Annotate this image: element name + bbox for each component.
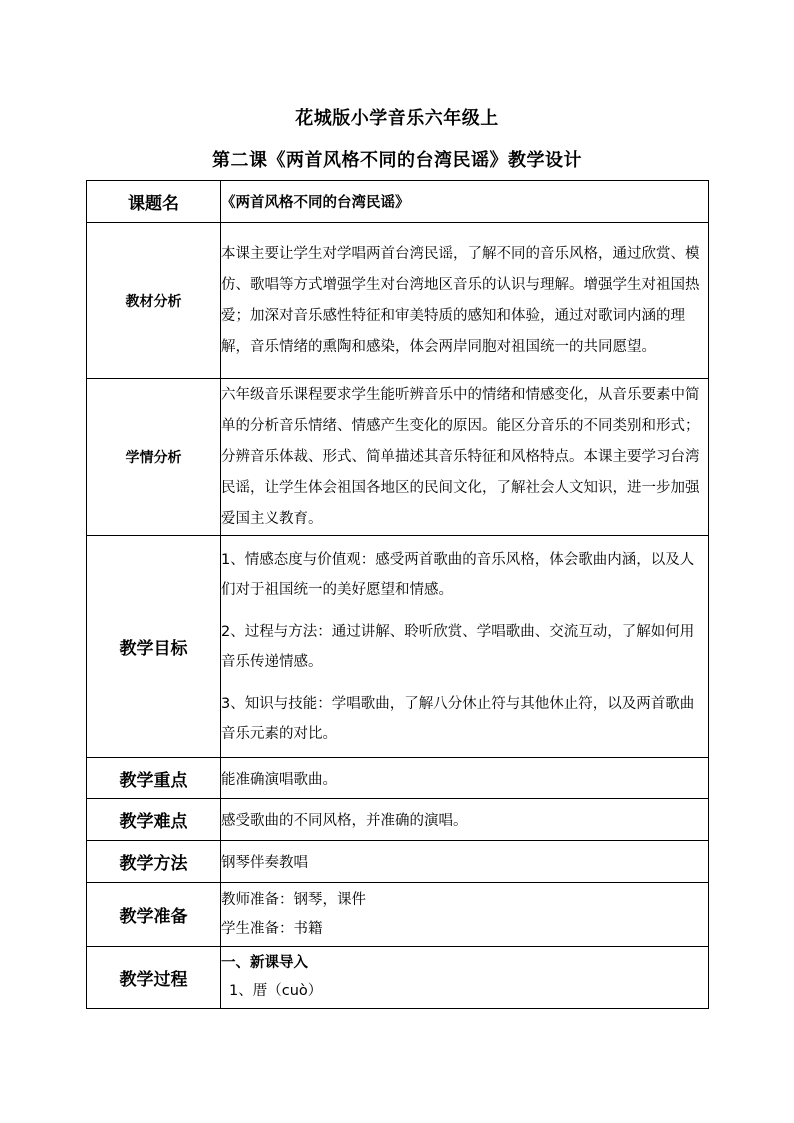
row-material-analysis — [87, 223, 709, 379]
material-analysis-text: 本课主要让学生对学唱两首台湾民谣，了解不同的音乐风格，通过欣赏、模仿、歌唱等方式增强学生对台湾地区音乐的认识与理解。增强学生对祖国热爱；加深对音乐感性特征和审美特质的感知和体验，通过对歌词内涵的理解，音乐情绪的熏陶和感染，体会两岸同胞对祖国统一的共同愿望。 — [221, 245, 700, 355]
goals-label: 教学目标 — [87, 536, 221, 758]
row-course-name — [87, 181, 709, 223]
key-label: 教学重点 — [87, 758, 221, 799]
lesson-title: 第二课《两首风格不同的台湾民谣》教学设计 — [212, 150, 582, 171]
lesson-plan-table — [86, 180, 709, 1009]
prep-teacher: 教师准备：钢琴，课件 — [221, 891, 366, 908]
goal-item: 1、情感态度与价值观：感受两首歌曲的音乐风格，体会歌曲内涵，以及人们对于祖国统一的美好愿望和情感。 — [221, 551, 695, 598]
prep-label: 教学准备 — [87, 883, 221, 947]
key-point-text: 能准确演唱歌曲。 — [221, 758, 709, 799]
row-preparation — [87, 883, 709, 947]
row-key-point — [87, 758, 709, 799]
row-process — [87, 947, 709, 1009]
row-student-analysis — [87, 379, 709, 536]
difficulty-text: 感受歌曲的不同风格，并准确的演唱。 — [221, 799, 709, 841]
process-item: 1、厝（cuò） — [229, 983, 323, 999]
document-title: 花城版小学音乐六年级上 — [295, 108, 499, 129]
course-label: 课题名 — [87, 181, 221, 223]
student-label: 学情分析 — [87, 379, 221, 536]
row-method — [87, 841, 709, 883]
difficulty-label: 教学难点 — [87, 799, 221, 841]
course-name: 《两首风格不同的台湾民谣》 — [221, 181, 709, 223]
student-analysis-text: 六年级音乐课程要求学生能听辨音乐中的情绪和情感变化，从音乐要素中简单的分析音乐情绪、情感产生变化的原因。能区分音乐的不同类别和形式；分辨音乐体裁、形式、简单描述其音乐特征和风格特点。本课主要学习台湾民谣，让学生体会祖国各地区的民间文化，了解社会人文知识，进一步加强爱国主义教育。 — [221, 386, 700, 527]
process-label: 教学过程 — [87, 947, 221, 1009]
prep-student: 学生准备：书籍 — [221, 920, 323, 937]
goal-item: 2、过程与方法：通过讲解、聆听欣赏、学唱歌曲、交流互动，了解如何用音乐传递情感。 — [221, 623, 695, 670]
process-heading: 一、新课导入 — [221, 955, 308, 971]
method-label: 教学方法 — [87, 841, 221, 883]
method-text: 钢琴伴奏教唱 — [221, 841, 709, 883]
goal-item: 3、知识与技能：学唱歌曲，了解八分休止符与其他休止符，以及两首歌曲音乐元素的对比。 — [221, 695, 695, 742]
row-teaching-goals — [87, 536, 709, 758]
material-label: 教材分析 — [87, 223, 221, 379]
row-difficulty — [87, 799, 709, 841]
